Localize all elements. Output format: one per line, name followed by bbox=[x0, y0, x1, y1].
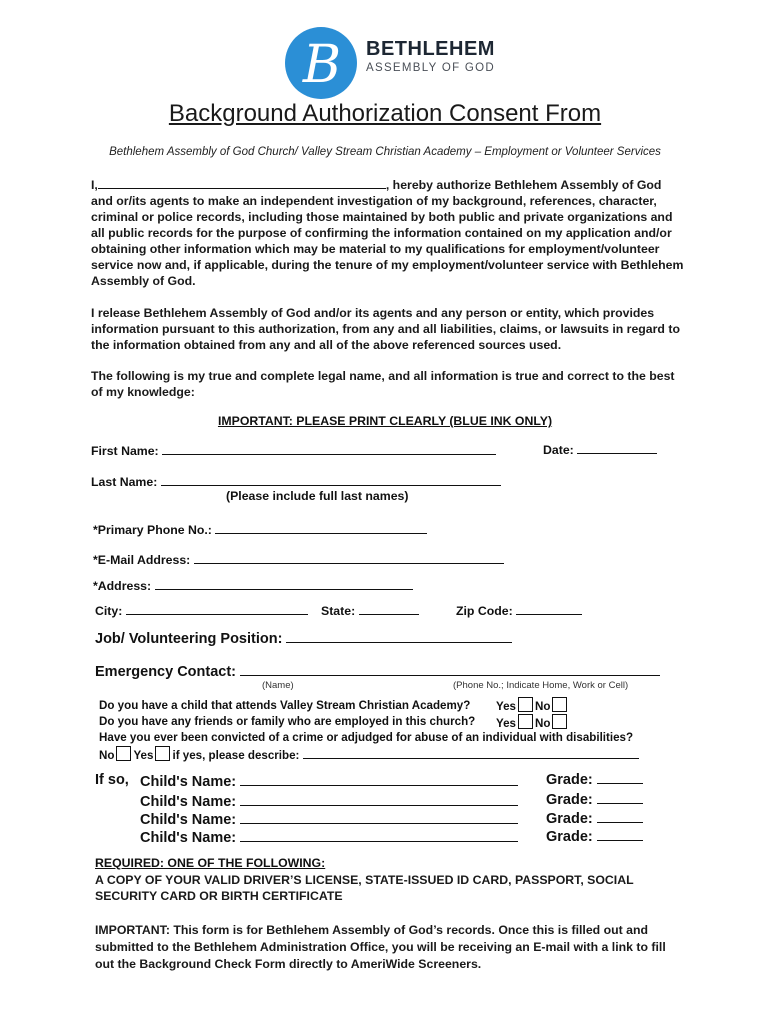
date-label: Date: bbox=[543, 443, 574, 457]
address-label: *Address: bbox=[93, 579, 152, 593]
last-name-label: Last Name: bbox=[91, 475, 158, 489]
q1-yes-checkbox[interactable] bbox=[518, 697, 533, 712]
child-3-label: Child's Name: bbox=[140, 812, 237, 828]
org-name: BETHLEHEM bbox=[366, 38, 495, 60]
q1-yes-label: Yes bbox=[496, 700, 516, 713]
child-3-name-line[interactable] bbox=[240, 810, 518, 824]
child-2-label: Child's Name: bbox=[140, 794, 237, 810]
email-label: *E-Mail Address: bbox=[93, 553, 191, 567]
child-2-row bbox=[140, 792, 518, 810]
first-name-line[interactable] bbox=[162, 443, 496, 455]
question-2-options bbox=[496, 714, 569, 730]
q3-no-checkbox[interactable] bbox=[116, 746, 131, 761]
emergency-contact-line[interactable] bbox=[240, 662, 660, 676]
emergency-name-hint: (Name) bbox=[262, 680, 294, 691]
child-1-grade-label: Grade: bbox=[546, 772, 593, 788]
q1-no-label: No bbox=[535, 700, 551, 713]
child-1-row bbox=[140, 772, 518, 790]
child-1-label: Child's Name: bbox=[140, 774, 237, 790]
q1-no-checkbox[interactable] bbox=[552, 697, 567, 712]
authorize-prefix: I, bbox=[91, 178, 98, 192]
child-4-label: Child's Name: bbox=[140, 830, 237, 846]
child-2-name-line[interactable] bbox=[240, 792, 518, 806]
logo-letter: B bbox=[302, 35, 342, 95]
child-1-grade-line[interactable] bbox=[597, 770, 643, 784]
job-position-line[interactable] bbox=[286, 629, 512, 643]
first-name-row bbox=[91, 443, 496, 458]
last-name-row bbox=[91, 474, 501, 489]
q3-no-label: No bbox=[99, 749, 115, 762]
zip-row bbox=[456, 603, 582, 618]
phone-row bbox=[93, 522, 427, 537]
emergency-contact-label: Emergency Contact: bbox=[95, 664, 237, 680]
emergency-phone-hint: (Phone No.; Indicate Home, Work or Cell) bbox=[453, 680, 629, 691]
if-so-label: If so, bbox=[95, 772, 129, 788]
zip-line[interactable] bbox=[516, 603, 582, 615]
last-name-line[interactable] bbox=[161, 474, 501, 486]
child-3-row bbox=[140, 810, 518, 828]
state-label: State: bbox=[321, 604, 356, 618]
child-4-grade-label: Grade: bbox=[546, 829, 593, 845]
q3-yes-label: Yes bbox=[133, 749, 154, 762]
q3-yes-checkbox[interactable] bbox=[155, 746, 170, 761]
child-2-grade-label: Grade: bbox=[546, 792, 593, 808]
address-line[interactable] bbox=[155, 578, 413, 590]
job-position-label: Job/ Volunteering Position: bbox=[95, 631, 283, 647]
release-paragraph: I release Bethlehem Assembly of God and/or its agents and any person or entity, which provides information pursuant to this authorization, from any and all liabilities, claims, or lawsuits in regard to the information obtained from any and all of the above referenced sources used. bbox=[91, 306, 680, 352]
authorization-paragraph bbox=[91, 177, 686, 289]
city-row bbox=[95, 603, 308, 618]
emergency-contact-row bbox=[95, 662, 660, 680]
last-name-hint: (Please include full last names) bbox=[226, 489, 409, 503]
authorizer-name-line[interactable] bbox=[98, 177, 386, 189]
print-instruction: IMPORTANT: PLEASE PRINT CLEARLY (BLUE INK ONLY) bbox=[217, 414, 553, 428]
authorize-body: , hereby authorize Bethlehem Assembly of God and or/its agents to make an independent investigation of my background, references, character, criminal or police records, including those maintained by both public and private organizations and all public records for the purpose of confirming the information contained on my application and/or obtaining other information which may be material to my qualifications for employment/volunteer service now and, if applicable, during the tenure of my employment/volunteer service with Bethlehem Assembly of God. bbox=[91, 178, 684, 288]
child-4-grade-line[interactable] bbox=[597, 827, 643, 841]
city-line[interactable] bbox=[126, 603, 308, 615]
bethlehem-logo-icon bbox=[282, 24, 360, 102]
question-1-options bbox=[496, 697, 569, 713]
zip-label: Zip Code: bbox=[456, 604, 513, 618]
child-3-grade-row bbox=[546, 809, 643, 827]
child-2-grade-line[interactable] bbox=[597, 790, 643, 804]
address-row bbox=[93, 578, 413, 593]
child-4-grade-row bbox=[546, 827, 643, 845]
footer-note: IMPORTANT: This form is for Bethlehem Assembly of God’s records. Once this is filled out and submitted to the Bethlehem Administration Office, you will be receiving an E-mail with a link to fill out the Background Check Form directly to AmeriWide Screeners. bbox=[95, 923, 666, 971]
question-3-options bbox=[99, 746, 639, 762]
required-heading: REQUIRED: ONE OF THE FOLLOWING: bbox=[95, 856, 326, 870]
first-name-label: First Name: bbox=[91, 444, 159, 458]
q3-describe-label: if yes, please describe: bbox=[172, 749, 300, 762]
truth-paragraph: The following is my true and complete legal name, and all information is true and correct to the best of my knowledge: bbox=[91, 369, 675, 399]
question-2-text: Do you have any friends or family who are employed in this church? bbox=[99, 715, 476, 728]
primary-phone-line[interactable] bbox=[215, 522, 427, 534]
q2-no-checkbox[interactable] bbox=[552, 714, 567, 729]
child-1-grade-row bbox=[546, 770, 643, 788]
q2-no-label: No bbox=[535, 717, 551, 730]
child-3-grade-label: Grade: bbox=[546, 811, 593, 827]
state-row bbox=[321, 603, 419, 618]
city-label: City: bbox=[95, 604, 123, 618]
question-2-row bbox=[99, 715, 475, 728]
child-4-row bbox=[140, 828, 518, 846]
state-line[interactable] bbox=[359, 603, 419, 615]
required-body: A COPY OF YOUR VALID DRIVER’S LICENSE, STATE-ISSUED ID CARD, PASSPORT, SOCIAL SECURITY CARD OR BIRTH CERTIFICATE bbox=[95, 873, 634, 903]
primary-phone-label: *Primary Phone No.: bbox=[93, 523, 212, 537]
page-title: Background Authorization Consent From bbox=[168, 100, 602, 127]
page-subtitle: Bethlehem Assembly of God Church/ Valley Stream Christian Academy – Employment or Volunteer Services bbox=[109, 146, 661, 158]
q2-yes-label: Yes bbox=[496, 717, 516, 730]
q3-describe-line[interactable] bbox=[303, 747, 639, 759]
child-4-name-line[interactable] bbox=[240, 828, 518, 842]
child-1-name-line[interactable] bbox=[240, 772, 518, 786]
date-line[interactable] bbox=[577, 442, 657, 454]
question-3-text: Have you ever been convicted of a crime or adjudged for abuse of an individual with disabilities? bbox=[99, 731, 634, 744]
child-2-grade-row bbox=[546, 790, 643, 808]
date-row bbox=[543, 442, 657, 457]
q2-yes-checkbox[interactable] bbox=[518, 714, 533, 729]
child-3-grade-line[interactable] bbox=[597, 809, 643, 823]
email-line[interactable] bbox=[194, 552, 504, 564]
org-subtitle: ASSEMBLY OF GOD bbox=[366, 62, 495, 74]
email-row bbox=[93, 552, 504, 567]
question-1-row bbox=[99, 699, 470, 712]
question-1-text: Do you have a child that attends Valley Stream Christian Academy? bbox=[99, 699, 471, 712]
job-position-row bbox=[95, 629, 512, 647]
